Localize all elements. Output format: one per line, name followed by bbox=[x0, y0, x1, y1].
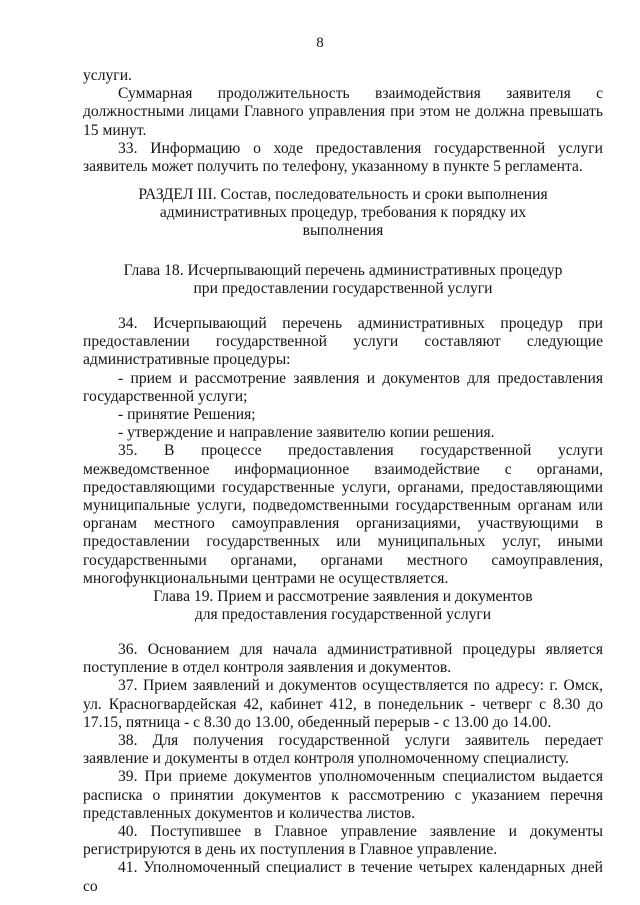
chapter-heading-line: для предоставления государственной услуги bbox=[194, 606, 492, 624]
page-number: 8 bbox=[316, 35, 324, 51]
paragraph: - прием и рассмотрение заявления и документов для предоставления государственной услуги; bbox=[83, 369, 603, 405]
paragraph: 37. Прием заявлений и документов осуществляется по адресу: г. Омск, ул. Красногвардейская 42, кабинет 412, в понедельник - четверг с 8.30 до 17.15, пятница - с 8.30 до 13.00, обеденный перерыв - с 13.00 до 14.00. bbox=[83, 677, 603, 731]
chapter-heading-line: Глава 19. Прием и рассмотрение заявления и документов bbox=[153, 588, 533, 605]
section-heading bbox=[83, 186, 603, 241]
chapter-heading-line: Глава 18. Исчерпывающий перечень административных процедур bbox=[123, 262, 563, 279]
section-heading-line: административных процедур, требования к порядку их bbox=[159, 204, 527, 222]
paragraph: 39. При приеме документов уполномоченным специалистом выдается расписка о принятии документов к рассмотрению с указанием перечня представленных документов и количества листов. bbox=[83, 768, 603, 822]
paragraph: 40. Поступившее в Главное управление заявление и документы регистрируются в день их поступления в Главное управление. bbox=[83, 823, 603, 859]
section-heading-line: выполнения bbox=[302, 222, 384, 240]
chapter-18-body bbox=[83, 315, 603, 588]
paragraph: 36. Основанием для начала административной процедуры является поступление в отдел контроля заявления и документов. bbox=[83, 641, 603, 677]
paragraph: 33. Информацию о ходе предоставления государственной услуги заявитель может получить по телефону, указанному в пункте 5 регламента. bbox=[83, 139, 603, 176]
paragraph: услуги. bbox=[83, 67, 132, 84]
paragraph: 41. Уполномоченный специалист в течение четырех календарных дней со bbox=[83, 859, 603, 895]
top-paragraphs bbox=[83, 67, 603, 176]
paragraph: Суммарная продолжительность взаимодействия заявителя с должностными лицами Главного управления при этом не должна превышать 15 минут. bbox=[83, 85, 603, 139]
paragraph: - утверждение и направление заявителю копии решения. bbox=[118, 424, 495, 442]
chapter-19-heading bbox=[83, 588, 603, 624]
paragraph: 38. Для получения государственной услуги заявитель передает заявление и документы в отдел контроля уполномоченному специалисту. bbox=[83, 732, 603, 768]
chapter-19-body bbox=[83, 641, 603, 896]
paragraph: 34. Исчерпывающий перечень административных процедур при предоставлении государственной услуги составляют следующие административные процедуры: bbox=[83, 315, 603, 369]
chapter-heading-line: при предоставлении государственной услуги bbox=[193, 280, 493, 298]
chapter-18-heading bbox=[83, 262, 603, 298]
section-heading-line: РАЗДЕЛ III. Состав, последовательность и сроки выполнения bbox=[138, 186, 548, 203]
paragraph: - принятие Решения; bbox=[118, 406, 256, 424]
paragraph: 35. В процессе предоставления государственной услуги межведомственное информационное взаимодействие с органами, предоставляющими государственные услуги, органами, предоставляющими муниципальные услуги, подведомственными государственным органам или органам местного самоуправления организациями, участвующими в предоставлении государственных или муниципальных услуг, иными государственными органами, органами местного самоуправления, многофункциональными центрами не осуществляется. bbox=[83, 442, 603, 587]
